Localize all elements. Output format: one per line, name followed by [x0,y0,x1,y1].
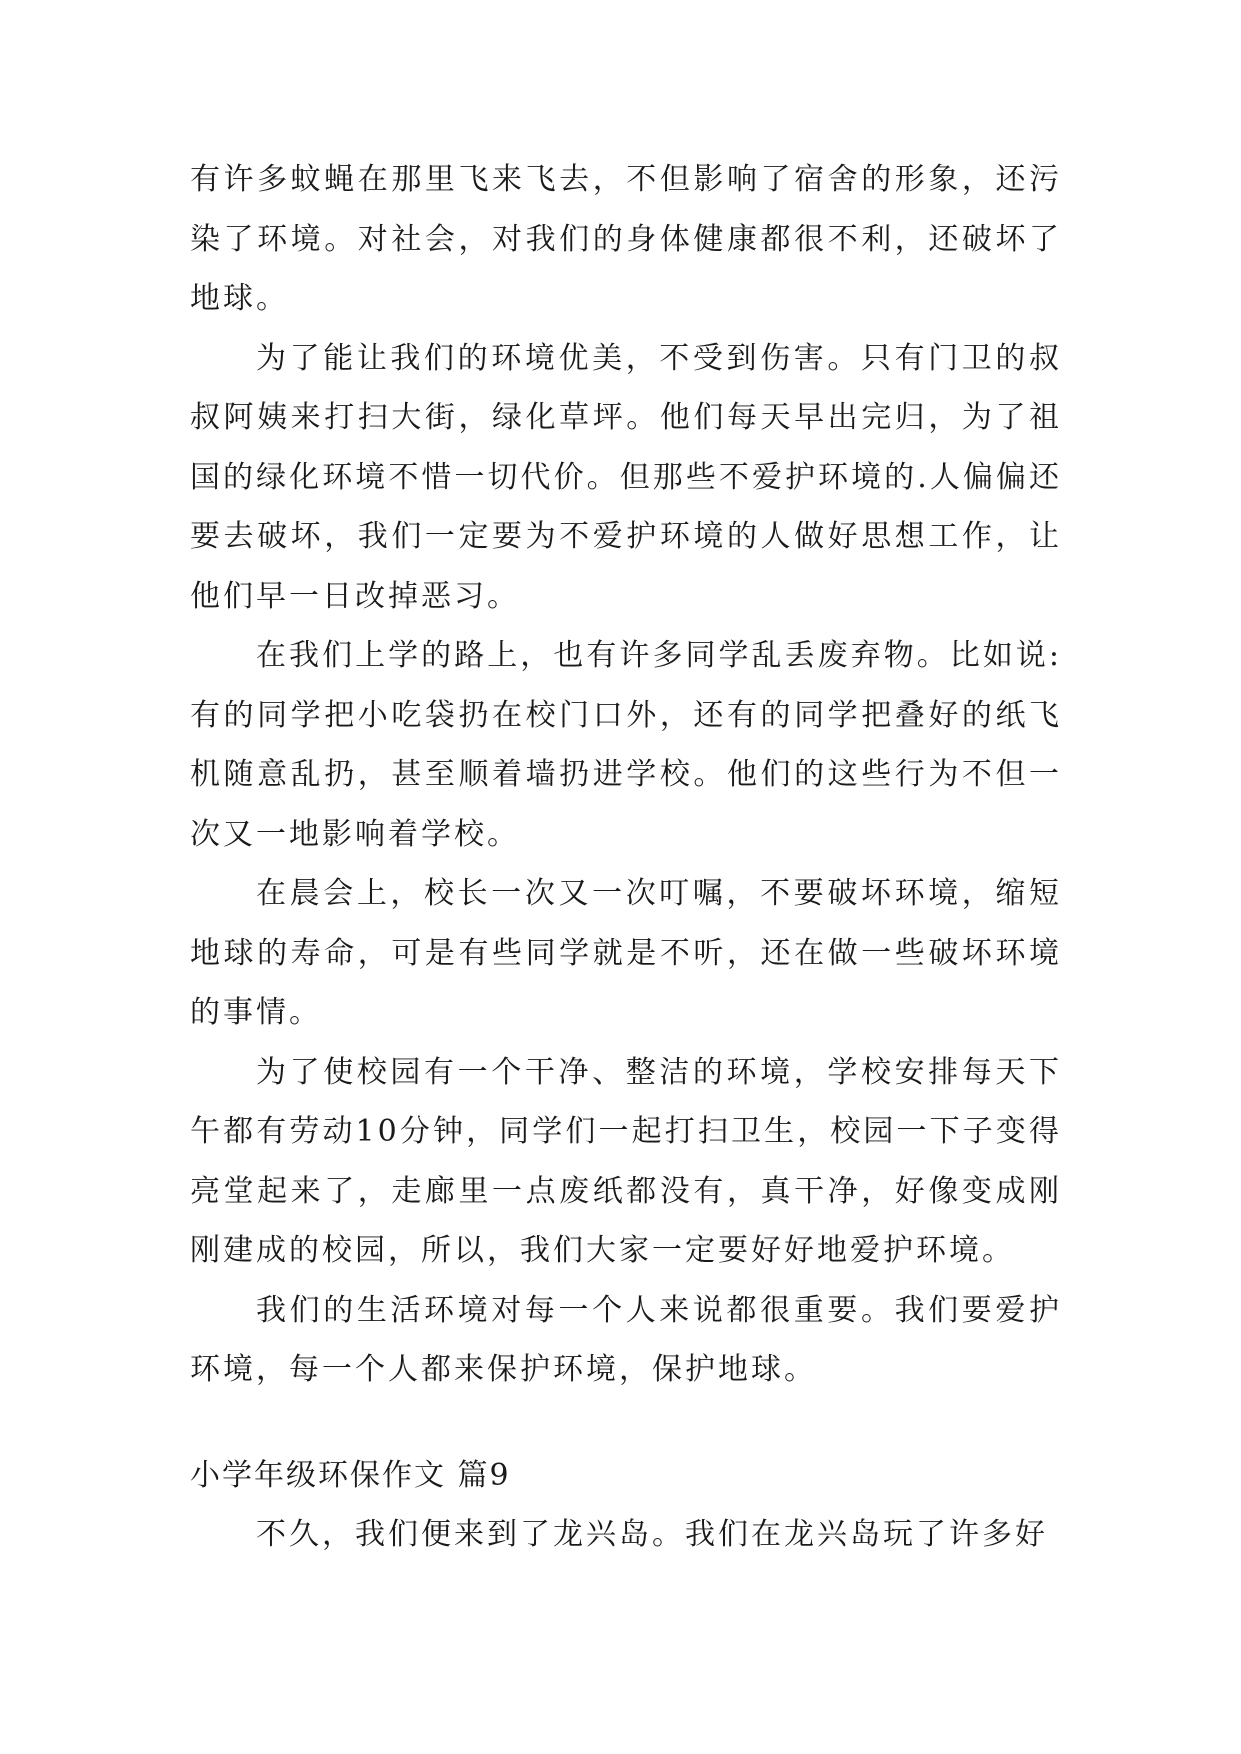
paragraph-3: 在我们上学的路上，也有许多同学乱丢废弃物。比如说:有的同学把小吃袋扔在校门口外，还有的同学把叠好的纸飞机随意乱扔，甚至顺着墙扔进学校。他们的这些行为不但一次又一地影响着学校。 [190,638,1062,852]
paragraph-5: 为了使校园有一个干净、整洁的环境，学校安排每天下午都有劳动10分钟，同学们一起打扫卫生，校园一下子变得亮堂起来了，走廊里一点废纸都没有，真干净，好像变成刚刚建成的校园，所以，我们大家一定要好好地爱护环境。 [190,1054,1062,1268]
paragraph-1: 有许多蚊蝇在那里飞来飞去，不但影响了宿舍的形象，还污染了环境。对社会，对我们的身体健康都很不利，还破坏了地球。 [190,162,1062,316]
paragraph-2: 为了能让我们的环境优美，不受到伤害。只有门卫的叔叔阿姨来打扫大街，绿化草坪。他们每天早出完归，为了祖国的绿化环境不惜一切代价。但那些不爱护环境的.人偏偏还要去破坏，我们一定要为不爱护环境的人做好思想工作，让他们早一日改掉恶习。 [190,340,1062,614]
paragraph-4: 在晨会上，校长一次又一次叮嘱，不要破坏环境，缩短地球的寿命，可是有些同学就是不听，还在做一些破坏环境的事情。 [190,876,1062,1030]
section-heading: 小学年级环保作文 篇9 [190,1457,511,1493]
paragraph-7: 不久，我们便来到了龙兴岛。我们在龙兴岛玩了许多好 [256,1517,1048,1552]
paragraph-6: 我们的生活环境对每一个人来说都很重要。我们要爱护环境，每一个人都来保护环境，保护地球。 [190,1292,1062,1387]
document-body [190,150,1062,1565]
